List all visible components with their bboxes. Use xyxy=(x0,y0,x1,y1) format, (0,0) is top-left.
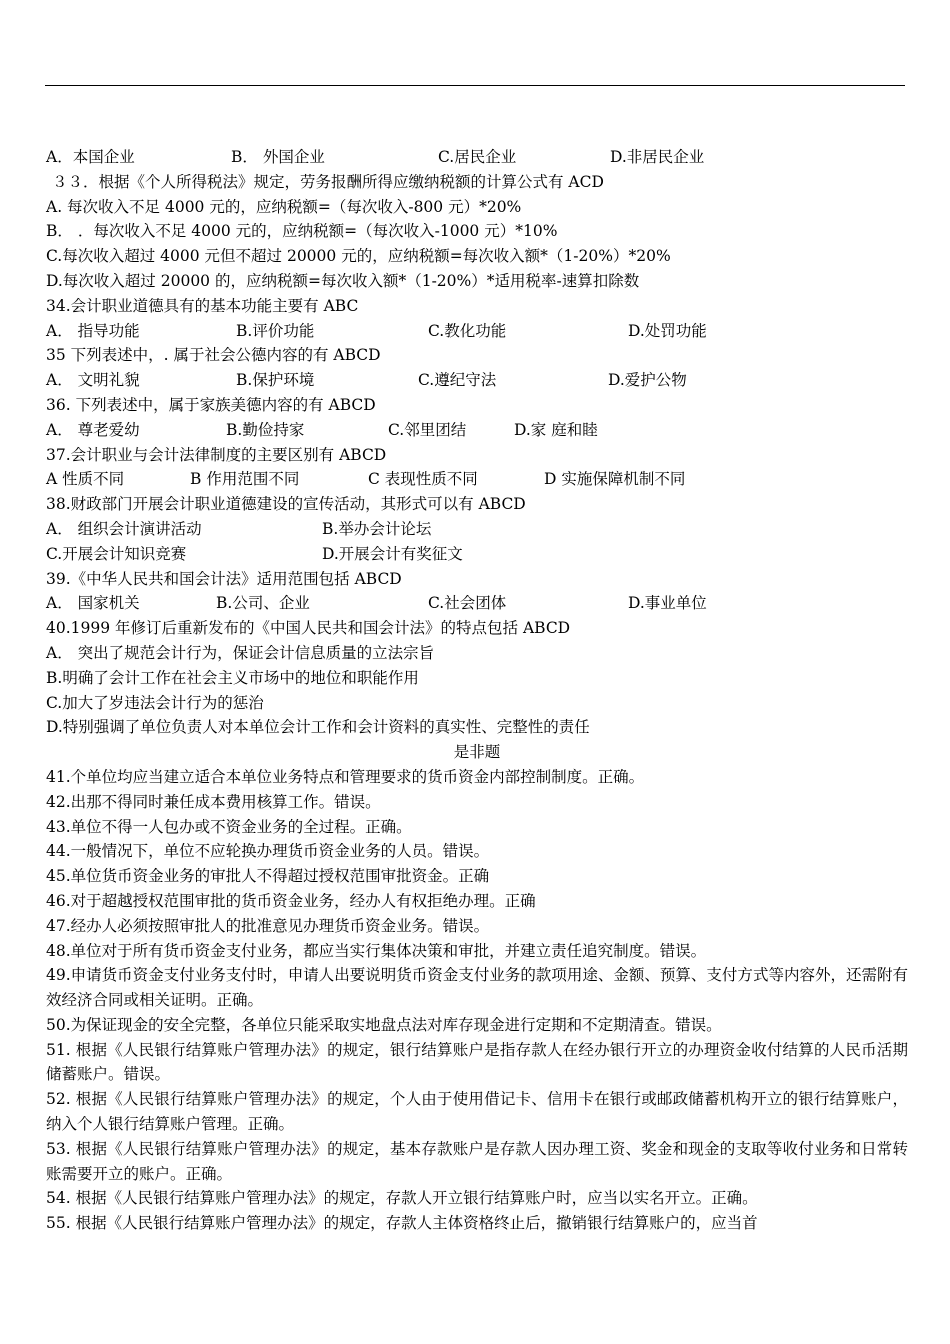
q40-option-a: A． 突出了规范会计行为，保证会计信息质量的立法宗旨 xyxy=(46,643,435,662)
q35-stem: 35 下列表述中，. 属于社会公德内容的有 ABCD xyxy=(46,346,381,365)
q34-option-a: A． 指导功能 xyxy=(46,321,140,340)
document-body xyxy=(46,145,908,1236)
q34-option-b: B.评价功能 xyxy=(236,321,315,340)
tf-q52: 52. 根据《人民银行结算账户管理办法》的规定，个人由于使用借记卡、信用卡在银行或邮政储蓄机构开立的银行结算账户，纳入个人银行结算账户管理。正确。 xyxy=(46,1090,908,1134)
q34-option-c: C.教化功能 xyxy=(428,321,507,340)
tf-q42: 42.出那不得同时兼任成本费用核算工作。错误。 xyxy=(46,792,381,811)
tf-q44: 44.一般情况下，单位不应轮换办理货币资金业务的人员。错误。 xyxy=(46,842,490,861)
q39-option-c: C.社会团体 xyxy=(428,594,507,613)
q37-option-b: B 作用范围不同 xyxy=(190,470,300,489)
q38-options-row1 xyxy=(46,517,908,542)
q39-stem: 39.《中华人民共和国会计法》适用范围包括 ABCD xyxy=(46,569,402,588)
section-title: 是非题 xyxy=(453,743,501,762)
q34-stem: 34.会计职业道德具有的基本功能主要有 ABC xyxy=(46,296,359,315)
q35-options xyxy=(46,368,908,393)
q38-option-d: D.开展会计有奖征文 xyxy=(322,544,463,563)
q32-option-d: D.非居民企业 xyxy=(610,148,705,166)
q33-option-c: C.每次收入超过 4000 元但不超过 20000 元的，应纳税额=每次收入额*（1-20%）*20% xyxy=(46,247,671,266)
q32-option-b: B． 外国企业 xyxy=(231,148,325,166)
q40-stem: 40.1999 年修订后重新发布的《中国人民共和国会计法》的特点包括 ABCD xyxy=(46,619,571,638)
q34-option-d: D.处罚功能 xyxy=(628,321,707,340)
tf-q53: 53. 根据《人民银行结算账户管理办法》的规定，基本存款账户是存款人因办理工资、奖金和现金的支取等收付业务和日常转账需要开立的账户。正确。 xyxy=(46,1139,908,1183)
q37-option-a: A 性质不同 xyxy=(46,470,125,489)
q33-option-d: D.每次收入超过 20000 的，应纳税额=每次收入额*（1-20%）*适用税率-速算扣除数 xyxy=(46,271,640,290)
q33-stem: ３３．根据《个人所得税法》规定，劳务报酬所得应缴纳税额的计算公式有 ACD xyxy=(52,172,604,191)
q34-options xyxy=(46,319,908,344)
q37-option-d: D 实施保障机制不同 xyxy=(544,470,686,489)
q38-option-b: B.举办会计论坛 xyxy=(322,519,432,538)
tf-q45: 45.单位货币资金业务的审批人不得超过授权范围审批资金。正确 xyxy=(46,867,490,886)
q38-options-row2 xyxy=(46,542,908,567)
q36-stem: 36. 下列表述中，属于家族美德内容的有 ABCD xyxy=(46,395,376,414)
q32-option-c: C.居民企业 xyxy=(438,148,517,166)
q36-option-d: D.家 庭和睦 xyxy=(514,420,598,439)
tf-q46: 46.对于超越授权范围审批的货币资金业务，经办人有权拒绝办理。正确 xyxy=(46,891,536,910)
q39-option-d: D.事业单位 xyxy=(628,594,707,613)
q33-option-a: A. 每次收入不足 4000 元的，应纳税额=（每次收入-800 元）*20% xyxy=(46,197,522,216)
tf-q51: 51. 根据《人民银行结算账户管理办法》的规定，银行结算账户是指存款人在经办银行开立的办理资金收付结算的人民币活期储蓄账户。错误。 xyxy=(46,1040,908,1084)
q37-option-c: C 表现性质不同 xyxy=(368,470,478,489)
q37-stem: 37.会计职业与会计法律制度的主要区别有 ABCD xyxy=(46,445,387,464)
q38-stem: 38.财政部门开展会计职业道德建设的宣传活动，其形式可以有 ABCD xyxy=(46,495,526,514)
q37-options xyxy=(46,467,908,492)
q36-option-c: C.邻里团结 xyxy=(388,420,467,439)
q36-option-b: B.勤俭持家 xyxy=(226,420,305,439)
tf-q54: 54. 根据《人民银行结算账户管理办法》的规定，存款人开立银行结算账户时，应当以实名开立。正确。 xyxy=(46,1189,758,1208)
q35-option-a: A． 文明礼貌 xyxy=(46,371,140,390)
q35-option-d: D.爱护公物 xyxy=(608,371,687,390)
tf-q55: 55. 根据《人民银行结算账户管理办法》的规定，存款人主体资格终止后，撤销银行结算账户的，应当首 xyxy=(46,1214,758,1233)
q39-options xyxy=(46,591,908,616)
header-rule xyxy=(45,85,905,86)
q32-options xyxy=(46,145,908,170)
tf-q50: 50.为保证现金的安全完整，各单位只能采取实地盘点法对库存现金进行定期和不定期清查。错误。 xyxy=(46,1015,722,1034)
q32-option-a: A．本国企业 xyxy=(46,148,135,166)
q36-options xyxy=(46,418,908,443)
tf-q47: 47.经办人必须按照审批人的批准意见办理货币资金业务。错误。 xyxy=(46,916,490,935)
q40-option-d: D.特别强调了单位负责人对本单位会计工作和会计资料的真实性、完整性的责任 xyxy=(46,718,590,737)
q39-option-b: B.公司、企业 xyxy=(216,594,310,613)
q35-option-c: C.遵纪守法 xyxy=(418,371,497,390)
tf-q43: 43.单位不得一人包办或不资金业务的全过程。正确。 xyxy=(46,817,412,836)
q33-option-b: B． ．每次收入不足 4000 元的，应纳税额=（每次收入-1000 元）*10% xyxy=(46,222,558,241)
q38-option-c: C.开展会计知识竞赛 xyxy=(46,544,187,563)
q35-option-b: B.保护环境 xyxy=(236,371,315,390)
q40-option-b: B.明确了会计工作在社会主义市场中的地位和职能作用 xyxy=(46,668,419,687)
tf-q48: 48.单位对于所有货币资金支付业务，都应当实行集体决策和审批，并建立责任追究制度。错误。 xyxy=(46,941,707,960)
tf-q41: 41.个单位均应当建立适合本单位业务特点和管理要求的货币资金内部控制制度。正确。 xyxy=(46,767,645,786)
q38-option-a: A． 组织会计演讲活动 xyxy=(46,519,202,538)
q39-option-a: A． 国家机关 xyxy=(46,594,140,613)
q40-option-c: C.加大了岁违法会计行为的惩治 xyxy=(46,693,264,712)
q36-option-a: A． 尊老爱幼 xyxy=(46,420,140,439)
tf-q49: 49.申请货币资金支付业务支付时，申请人出要说明货币资金支付业务的款项用途、金额、预算、支付方式等内容外，还需附有效经济合同或相关证明。正确。 xyxy=(46,966,908,1010)
